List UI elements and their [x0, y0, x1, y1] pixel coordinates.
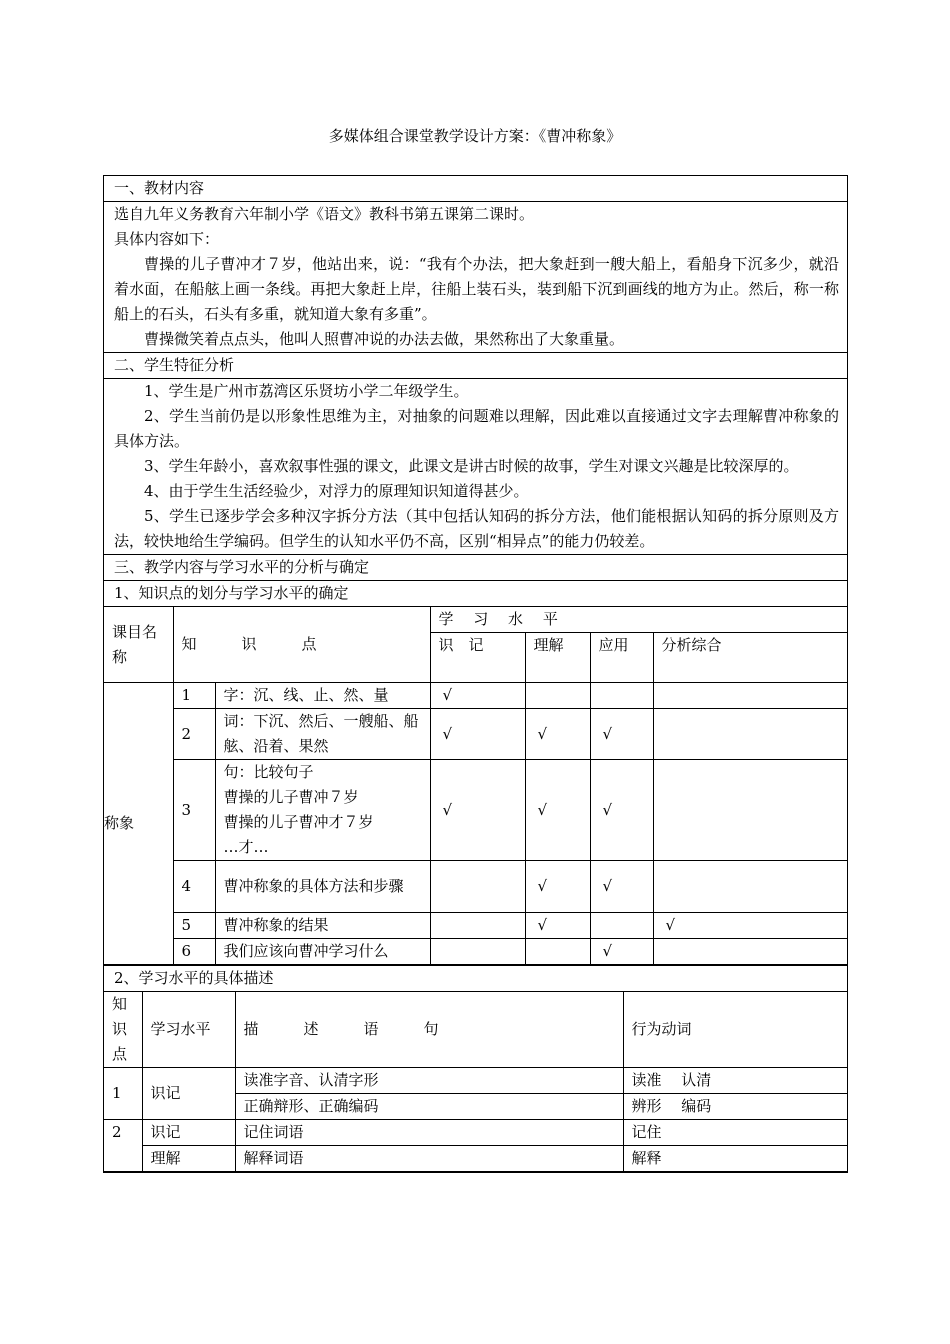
row-text: 我们应该向曹冲学习什么	[215, 939, 430, 965]
table-row	[104, 709, 847, 760]
table-row	[104, 683, 847, 709]
desc-cell: 正确辩形、正确编码	[235, 1094, 623, 1120]
row-number: 5	[173, 913, 215, 939]
mark-cell	[590, 683, 653, 709]
row-text: 曹冲称象的结果	[215, 913, 430, 939]
section-header: 一、教材内容	[114, 179, 205, 197]
row-number: 3	[173, 760, 215, 861]
point-number: 1	[104, 1068, 142, 1120]
analysis-item: 4、由于学生生活经验少，对浮力的原理知识知道得甚少。	[144, 482, 529, 500]
level-head: 理解	[525, 633, 590, 683]
header-knowledge-point: 知 识 点	[173, 607, 430, 683]
mark-cell: √	[525, 709, 590, 760]
subsection-knowledge-points	[103, 580, 848, 965]
desc-cell: 记住词语	[235, 1120, 623, 1146]
section-header: 三、教学内容与学习水平的分析与确定	[114, 558, 370, 576]
row-number: 6	[173, 939, 215, 965]
story-paragraph-2: 曹操微笑着点点头，他叫人照曹冲说的办法去做，果然称出了大象重量。	[144, 330, 625, 348]
mark-cell	[653, 861, 847, 913]
mark-cell: √	[590, 939, 653, 965]
table-row	[104, 939, 847, 965]
mark-cell	[653, 760, 847, 861]
mark-cell	[430, 913, 525, 939]
analysis-item: 3、学生年龄小，喜欢叙事性强的课文，此课文是讲古时候的故事，学生对课文兴趣是比较深厚的。	[144, 457, 799, 475]
level-head: 应用	[590, 633, 653, 683]
level-head: 分析综合	[653, 633, 847, 683]
header-learning-level: 学习水平	[142, 992, 235, 1068]
table-row	[104, 1068, 847, 1094]
mark-cell	[430, 861, 525, 913]
mark-cell: √	[590, 760, 653, 861]
mark-cell: √	[525, 760, 590, 861]
desc-cell: 解释词语	[235, 1146, 623, 1172]
mark-cell: √	[525, 913, 590, 939]
mark-cell: √	[653, 913, 847, 939]
subsection-level-description	[103, 965, 848, 1173]
mark-cell: √	[430, 683, 525, 709]
section-body	[104, 201, 847, 352]
section-content-analysis	[103, 554, 848, 580]
verb-cell: 解释	[623, 1146, 847, 1172]
level-cell: 理解	[142, 1146, 235, 1172]
story-paragraph-1: 曹操的儿子曹冲才７岁，他站出来，说：“我有个办法，把大象赶到一艘大船上，看船身下沉多少，就沿着水面，在船舷上画一条线。再把大象赶上岸，往船上装石头，装到船下沉到画线的地方为止。然后，称一称船上的石头，石头有多重，就知道大象有多重”。	[114, 255, 839, 323]
course-name-cell: 称象	[104, 683, 173, 965]
content-intro: 具体内容如下：	[114, 230, 220, 248]
section-body	[104, 378, 847, 554]
section-student-analysis	[103, 352, 848, 554]
verb-cell: 读准 认清	[623, 1068, 847, 1094]
level-head: 识 记	[430, 633, 525, 683]
header-description: 描 述 语 句	[235, 992, 623, 1068]
analysis-item: 1、学生是广州市荔湾区乐贤坊小学二年级学生。	[144, 382, 469, 400]
lesson-plan-table	[103, 175, 848, 1173]
mark-cell	[525, 683, 590, 709]
mark-cell	[653, 939, 847, 965]
verb-cell: 记住	[623, 1120, 847, 1146]
header-knowledge-point: 知识点	[104, 992, 142, 1068]
section-teaching-material	[103, 175, 848, 352]
section-header: 二、学生特征分析	[114, 356, 235, 374]
mark-cell	[525, 939, 590, 965]
mark-cell	[653, 683, 847, 709]
table-row	[104, 760, 847, 861]
analysis-item: 2、学生当前仍是以形象性思维为主，对抽象的问题难以理解，因此难以直接通过文字去理解曹冲称象的具体方法。	[114, 407, 839, 450]
row-number: 2	[173, 709, 215, 760]
document-title: 多媒体组合课堂教学设计方案：《曹冲称象》	[328, 127, 622, 145]
source-line: 选自九年义务教育六年制小学《语文》教科书第五课第二课时。	[114, 205, 535, 223]
subsection-header: 1、知识点的划分与学习水平的确定	[114, 584, 349, 602]
mark-cell: √	[430, 760, 525, 861]
table-row	[104, 1146, 847, 1172]
verb-cell: 辨形 编码	[623, 1094, 847, 1120]
row-text: 词：下沉、然后、一艘船、船舷、沿着、果然	[215, 709, 430, 760]
level-cell: 识记	[142, 1120, 235, 1146]
level-description-table	[104, 991, 847, 1172]
knowledge-level-table	[104, 606, 847, 965]
header-action-verb: 行为动词	[623, 992, 847, 1068]
mark-cell	[590, 913, 653, 939]
analysis-item: 5、学生已逐步学会多种汉字拆分方法（其中包括认知码的拆分方法，他们能根据认知码的拆分原则及方法，较快地给生学编码。但学生的认知水平仍不高，区别“相异点”的能力仍较差。	[114, 507, 839, 550]
row-text: 曹冲称象的具体方法和步骤	[215, 861, 430, 913]
table-row	[104, 1120, 847, 1146]
header-learning-level: 学 习 水 平	[430, 607, 847, 633]
table-row	[104, 861, 847, 913]
row-number: 4	[173, 861, 215, 913]
row-number: 1	[173, 683, 215, 709]
row-text: 句：比较句子 曹操的儿子曹冲７岁 曹操的儿子曹冲才７岁 …才…	[215, 760, 430, 861]
header-course-name: 课目名称	[104, 607, 173, 683]
mark-cell: √	[590, 861, 653, 913]
desc-cell: 读准字音、认清字形	[235, 1068, 623, 1094]
subsection-header: 2、学习水平的具体描述	[114, 969, 274, 987]
point-number: 2	[104, 1120, 142, 1172]
mark-cell	[430, 939, 525, 965]
row-text: 字：沉、线、止、然、量	[215, 683, 430, 709]
level-cell: 识记	[142, 1068, 235, 1120]
mark-cell: √	[430, 709, 525, 760]
mark-cell: √	[590, 709, 653, 760]
mark-cell: √	[525, 861, 590, 913]
table-row	[104, 913, 847, 939]
mark-cell	[653, 709, 847, 760]
